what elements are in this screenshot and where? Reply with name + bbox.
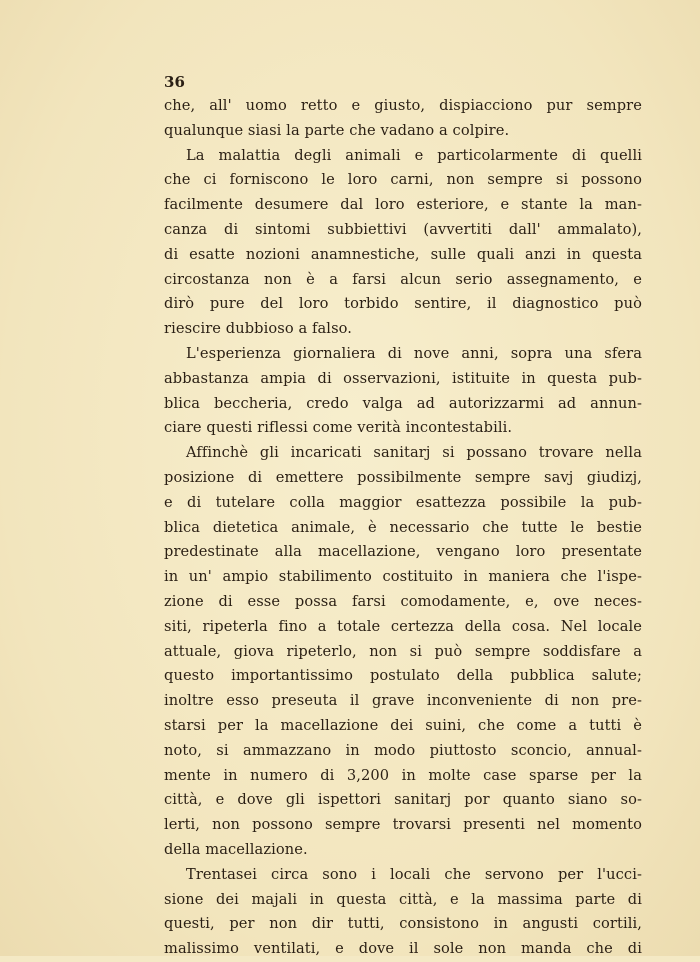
text-line: ciare questi riflessi come verità incontestabili. bbox=[164, 419, 513, 437]
text-line: abbastanza ampia di osservazioni, istituite in questa pub- bbox=[164, 369, 642, 387]
text-line: malissimo ventilati, e dove il sole non manda che di bbox=[164, 940, 642, 958]
text-line: che ci forniscono le loro carni, non sempre si possono bbox=[164, 171, 642, 189]
text-lines bbox=[164, 94, 642, 962]
text-line: che, all' uomo retto e giusto, dispiacciono pur sempre bbox=[164, 97, 642, 114]
text-line: La malattia degli animali e particolarmente di quelli bbox=[186, 146, 642, 164]
text-line: qualunque siasi la parte che vadano a colpire. bbox=[164, 121, 510, 139]
text-line: questi, per non dir tutti, consistono in angusti cortili, bbox=[164, 915, 642, 933]
text-line: facilmente desumere dal loro esteriore, e stante la man- bbox=[164, 196, 642, 214]
text-line: noto, si ammazzano in modo piuttosto sconcio, annual- bbox=[164, 741, 642, 759]
text-line: inoltre esso preseuta il grave inconveniente di non pre- bbox=[164, 692, 642, 710]
text-line: questo importantissimo postulato della pubblica salute; bbox=[164, 667, 642, 685]
text-line: mente in numero di 3,200 in molte case sparse per la bbox=[164, 766, 642, 784]
text-line: Affinchè gli incaricati sanitarj si possano trovare nella bbox=[186, 444, 642, 462]
text-line: posizione di emettere possibilmente sempre savj giudizj, bbox=[164, 468, 642, 486]
text-line: e di tutelare colla maggior esattezza possibile la pub- bbox=[164, 493, 642, 511]
text-line: attuale, giova ripeterlo, non si può sempre soddisfare a bbox=[164, 642, 642, 660]
text-line: in un' ampio stabilimento costituito in maniera che l'ispe- bbox=[164, 568, 642, 586]
text-line: siti, ripeterla fino a totale certezza della cosa. Nel locale bbox=[164, 617, 642, 635]
text-line: riescire dubbioso a falso. bbox=[164, 320, 353, 338]
text-line: blica beccheria, credo valga ad autorizzarmi ad annun- bbox=[164, 394, 642, 412]
text-line: della macellazione. bbox=[164, 840, 308, 858]
text-line: sione dei majali in questa città, e la massima parte di bbox=[164, 890, 642, 908]
text-line: predestinate alla macellazione, vengano loro presentate bbox=[164, 543, 642, 561]
text-line: zione di esse possa farsi comodamente, e, ove neces- bbox=[164, 592, 642, 610]
page-number: 36 bbox=[164, 73, 186, 91]
text-line: lerti, non possono sempre trovarsi presenti nel momento bbox=[164, 816, 642, 834]
text-line: L'esperienza giornaliera di nove anni, sopra una sfera bbox=[186, 344, 642, 362]
text-line: città, e dove gli ispettori sanitarj por quanto siano so- bbox=[164, 791, 642, 809]
page-text bbox=[164, 70, 642, 962]
text-line: starsi per la macellazione dei suini, che come a tutti è bbox=[164, 716, 642, 734]
text-line: di esatte nozioni anamnestiche, sulle quali anzi in questa bbox=[164, 245, 642, 263]
text-line: canza di sintomi subbiettivi (avvertiti dall' ammalato), bbox=[164, 220, 642, 238]
text-line: circostanza non è a farsi alcun serio assegnamento, e bbox=[164, 270, 642, 288]
text-line: blica dietetica animale, è necessario che tutte le bestie bbox=[164, 518, 642, 536]
text-line: dirò pure del loro torbido sentire, il diagnostico può bbox=[164, 295, 642, 313]
text-line: Trentasei circa sono i locali che servono per l'ucci- bbox=[186, 865, 642, 883]
